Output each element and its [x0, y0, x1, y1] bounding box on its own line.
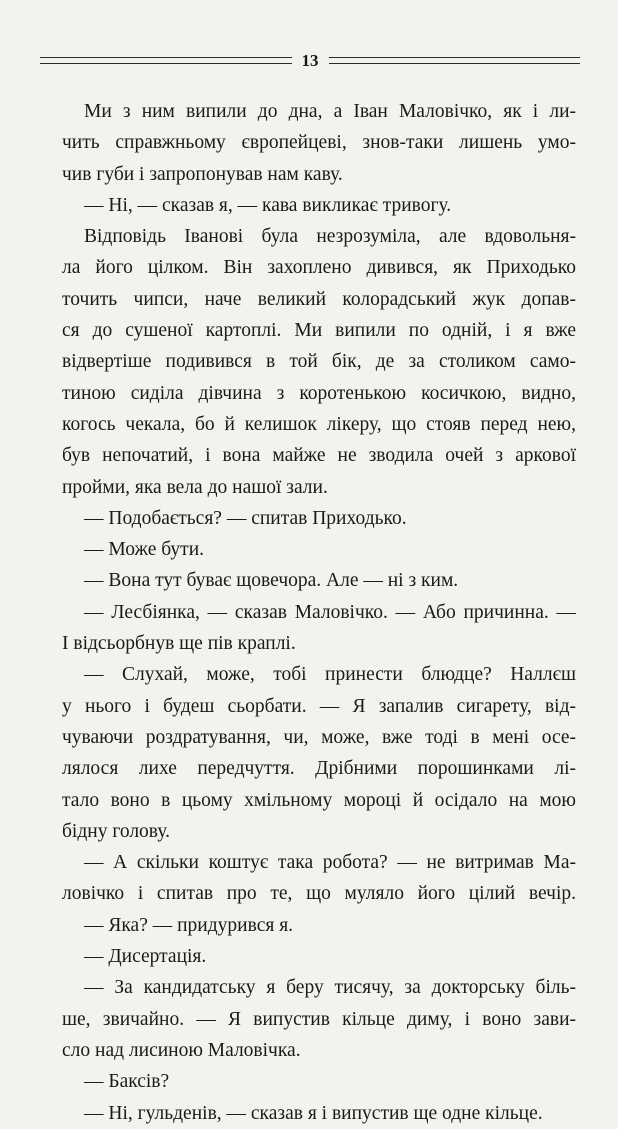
text-line: точить чипси, наче великий колорадський жук допав-	[62, 288, 576, 310]
text-line: чуваючи роздратування, чи, може, вже тоді в мені осе-	[62, 726, 576, 748]
text-line: — Баксів?	[84, 1071, 170, 1093]
text-line: — Ні, гульденів, — сказав я і випустив ще одне кільце.	[84, 1102, 543, 1124]
text-line: тало воно в цьому хмільному мороці й осідало на мою	[62, 789, 576, 811]
text-line: І відсьорбнув ще пів краплі.	[62, 633, 296, 655]
header-rule-right	[329, 57, 581, 64]
page-number: 13	[301, 50, 319, 70]
page-header	[40, 46, 580, 74]
text-line: тиною сиділа дівчина з коротенькою косичкою, видно,	[62, 382, 576, 404]
text-line: лялося лихе передчуття. Дрібними порошинками лі-	[62, 758, 576, 780]
text-line: був непочатий, і вона майже не зводила очей з аркової	[62, 445, 576, 467]
text-line: чив губи і запропонував нам каву.	[62, 163, 343, 185]
text-line: у нього і будеш сьорбати. — Я запалив сигарету, від-	[62, 695, 576, 717]
text-line: пройми, яка вела до нашої зали.	[62, 476, 328, 498]
text-line: — А скільки коштує така робота? — не витримав Ма-	[84, 852, 576, 874]
text-line: чить справжньому європейцеві, знов-таки лишень умо-	[62, 132, 576, 154]
text-line: когось чекала, бо й келишок лікеру, що стояв перед нею,	[62, 413, 576, 435]
text-line: — Може бути.	[84, 539, 204, 561]
text-line: — За кандидатську я беру тисячу, за докторську біль-	[84, 977, 576, 999]
header-rule-left	[40, 57, 292, 64]
text-line: ла його цілком. Він захоплено дивився, як Приходько	[62, 257, 576, 279]
text-line: відвертіше подивився в той бік, де за столиком само-	[62, 351, 576, 373]
text-line: — Ні, — сказав я, — кава викликає тривогу.	[84, 194, 452, 216]
page-text	[62, 96, 576, 1129]
text-line: сло над лисиною Маловічка.	[62, 1039, 301, 1061]
text-line: Ми з ним випили до дна, а Іван Маловічко, як і ли-	[84, 101, 576, 122]
text-line: — Слухай, може, тобі принести блюдце? Наллєш	[84, 664, 576, 686]
text-line: — Лесбіянка, — сказав Маловічко. — Або причинна. —	[84, 601, 576, 623]
text-line: — Подобається? — спитав Приходько.	[84, 507, 407, 529]
text-line: бідну голову.	[62, 820, 171, 842]
text-line: — Дисертація.	[84, 946, 207, 968]
text-line: — Вона тут буває щовечора. Але — ні з ким.	[84, 570, 459, 592]
text-line: — Яка? — придурився я.	[84, 914, 294, 936]
text-line: Відповідь Іванові була незрозуміла, але вдовольня-	[84, 226, 576, 248]
text-line: ловічко і спитав про те, що муляло його цілий вечір.	[62, 883, 576, 905]
text-line: ся до сушеної картоплі. Ми випили по одній, і я вже	[62, 320, 576, 342]
text-line: ше, звичайно. — Я випустив кільце диму, і воно зави-	[62, 1008, 576, 1030]
